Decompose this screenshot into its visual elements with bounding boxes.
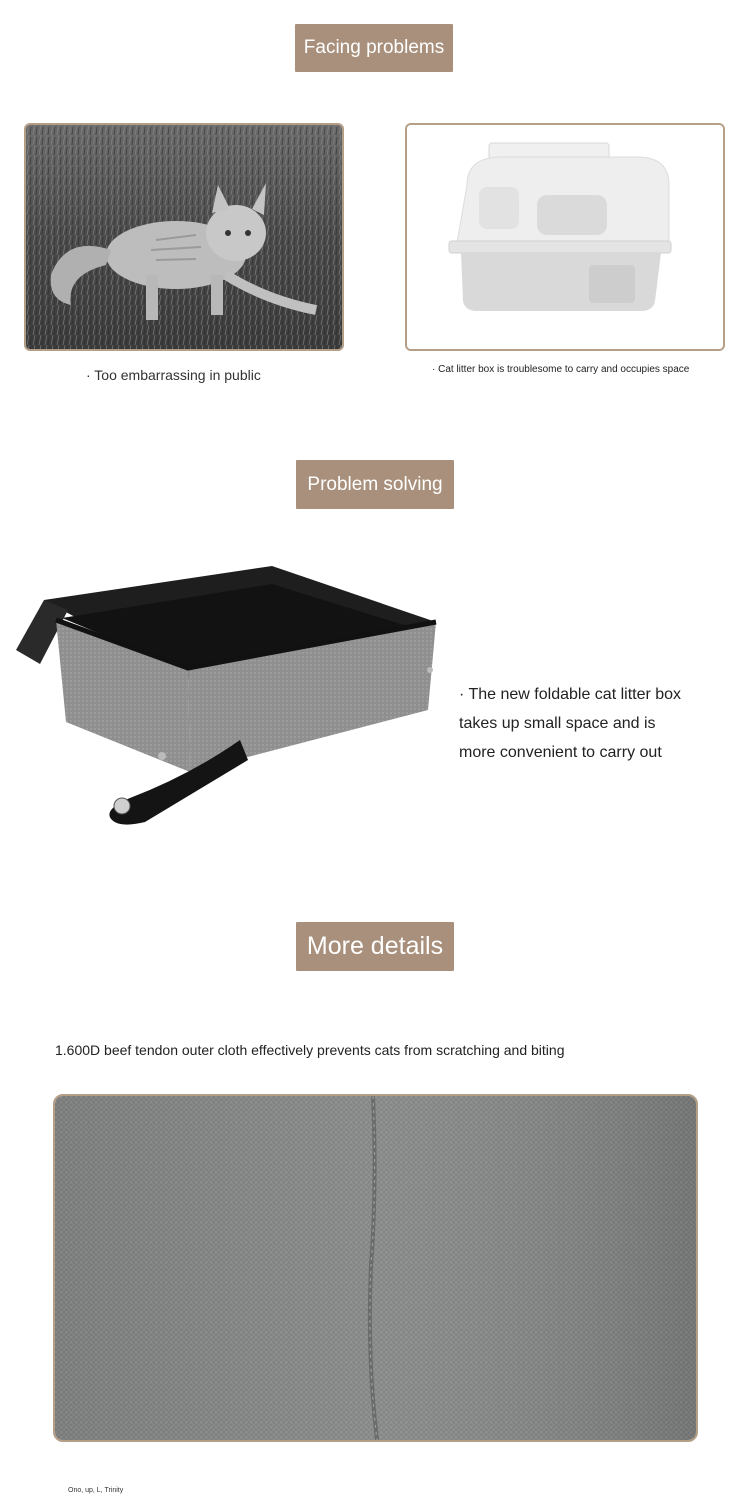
cat-on-grass-image [26, 125, 342, 349]
foldable-litter-box-photo [10, 560, 442, 840]
facing-problems-heading-text: Facing problems [303, 37, 445, 58]
more-details-heading [296, 922, 454, 971]
facing-problems-heading [295, 24, 453, 72]
foldable-box-description-line3: more convenient to carry out [459, 744, 662, 761]
footer-small-text [68, 1487, 268, 1494]
more-details-heading-text: More details [306, 932, 444, 960]
foldable-box-description-line2: takes up small space and is [459, 715, 656, 732]
problem-solving-heading-text: Problem solving [307, 473, 443, 495]
foldable-litter-box-image [10, 560, 442, 840]
covered-litter-box-photo [405, 123, 725, 351]
fabric-detail-caption [55, 1042, 655, 1058]
foldable-box-description [459, 680, 729, 767]
cat-outdoor-photo [24, 123, 344, 351]
fabric-closeup-photo [53, 1094, 698, 1442]
public-embarrassment-caption [86, 367, 346, 383]
public-embarrassment-caption-text: · Too embarrassing in public [86, 367, 261, 383]
fabric-texture-image [55, 1096, 696, 1440]
footer-small-text-value: Ono, up, L, Trinity [68, 1487, 124, 1494]
fabric-detail-caption-text: 1.600D beef tendon outer cloth effectively prevents cats from scratching and biting [55, 1042, 565, 1058]
litter-box-trouble-caption [432, 365, 694, 375]
foldable-box-description-line1: · The new foldable cat litter box [459, 686, 682, 703]
covered-litter-box-image [407, 125, 723, 349]
problem-solving-heading [296, 460, 454, 509]
litter-box-trouble-caption-text: · Cat litter box is troublesome to carry and occupies space [432, 364, 690, 375]
